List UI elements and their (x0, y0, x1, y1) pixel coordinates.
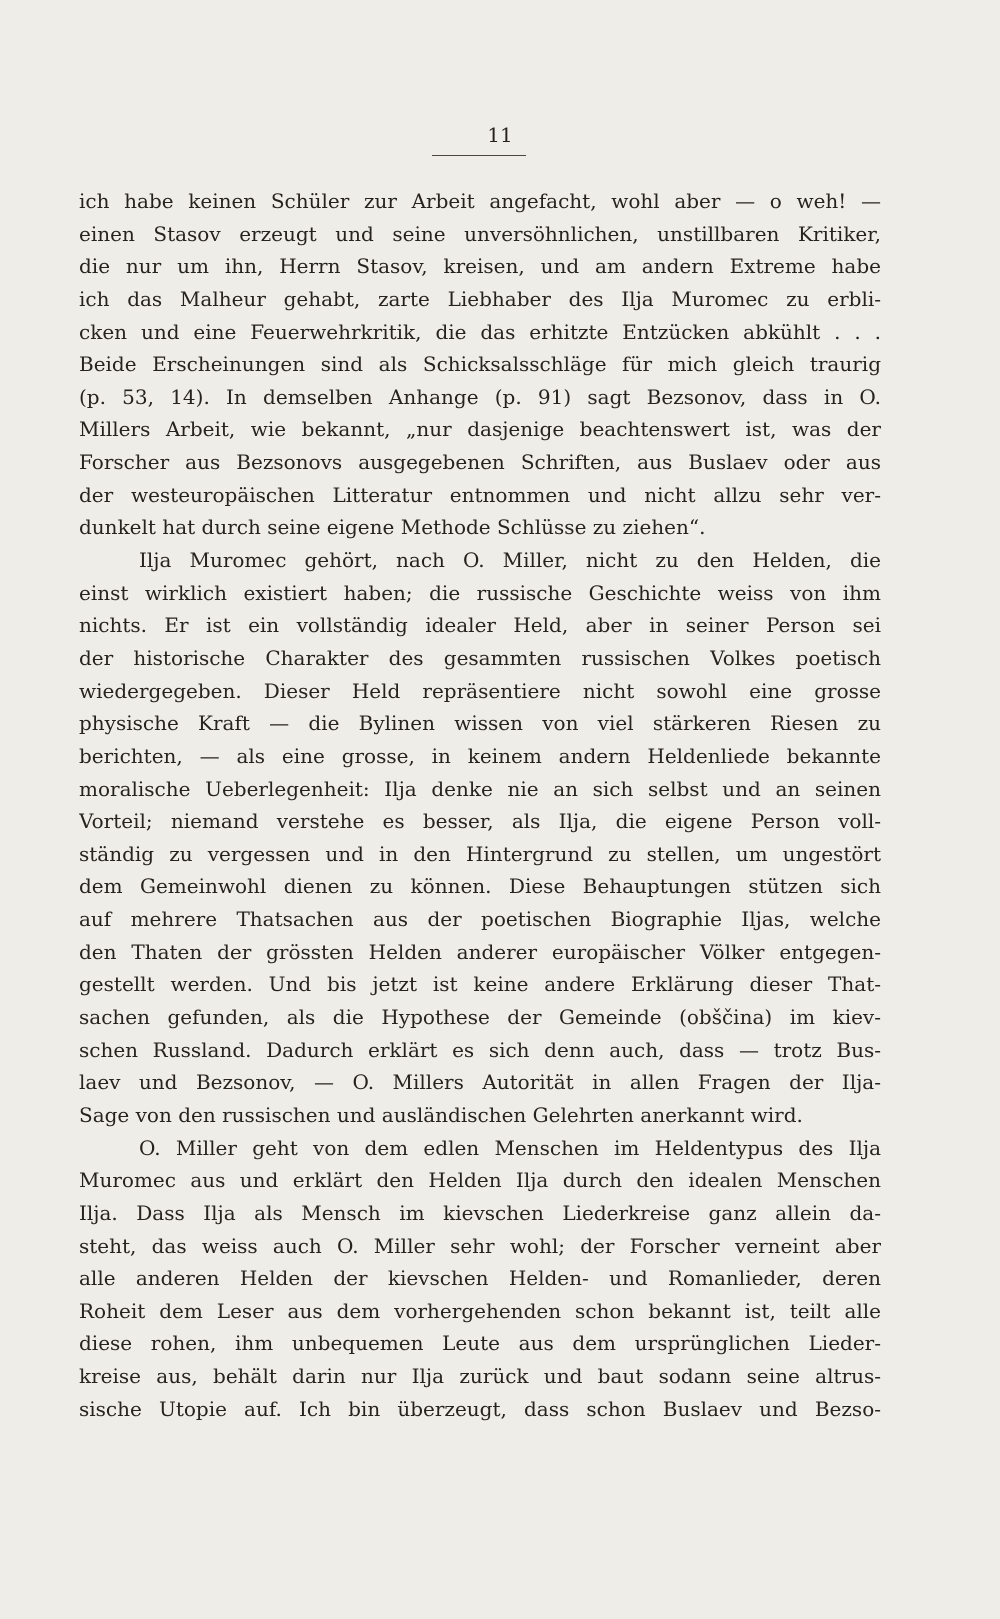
text-line: Millers Arbeit, wie bekannt, „nur dasjenige beachtenswert ist, was der (79, 417, 881, 442)
paragraph-first-line: Ilja Muromec gehört, nach O. Miller, nicht zu den Helden, die (139, 548, 881, 573)
text-line: berichten, — als eine grosse, in keinem andern Heldenliede bekannte (79, 743, 881, 768)
text-line: wiedergegeben. Dieser Held repräsentiere nicht sowohl eine grosse (79, 678, 881, 703)
text-line: der westeuropäischen Litteratur entnommen und nicht allzu sehr ver- (79, 482, 881, 507)
text-line: cken und eine Feuerwehrkritik, die das erhitzte Entzücken abkühlt . . . (79, 319, 881, 344)
text-line: einen Stasov erzeugt und seine unversöhnlichen, unstillbaren Kritiker, (79, 221, 881, 246)
text-line: steht, das weiss auch O. Miller sehr wohl; der Forscher verneint aber (79, 1233, 881, 1258)
body-text (79, 185, 881, 1425)
text-line: dunkelt hat durch seine eigene Methode Schlüsse zu ziehen“. (79, 515, 706, 540)
text-line: Muromec aus und erklärt den Helden Ilja durch den idealen Menschen (79, 1168, 881, 1193)
text-line: laev und Bezsonov, — O. Millers Autorität in allen Fragen der Ilja- (79, 1070, 881, 1095)
text-line: Beide Erscheinungen sind als Schicksalsschläge für mich gleich traurig (79, 352, 881, 377)
text-line: die nur um ihn, Herrn Stasov, kreisen, und am andern Extreme habe (79, 254, 881, 279)
text-line: schen Russland. Dadurch erklärt es sich denn auch, dass — trotz Bus- (79, 1037, 881, 1062)
text-line: ich habe keinen Schüler zur Arbeit angefacht, wohl aber — o weh! — (79, 189, 881, 213)
text-line: der historische Charakter des gesammten russischen Volkes poetisch (79, 645, 881, 670)
text-line: physische Kraft — die Bylinen wissen von viel stärkeren Riesen zu (79, 711, 881, 736)
text-line: sische Utopie auf. Ich bin überzeugt, dass schon Buslaev und Bezso- (79, 1396, 881, 1421)
paragraph-first-line: O. Miller geht von dem edlen Menschen im Heldentypus des Ilja (139, 1135, 881, 1160)
text-line: gestellt werden. Und bis jetzt ist keine andere Erklärung dieser That- (79, 972, 881, 997)
text-line: auf mehrere Thatsachen aus der poetischen Biographie Iljas, welche (79, 907, 881, 932)
text-line: ständig zu vergessen und in den Hintergrund zu stellen, um ungestört (79, 841, 881, 866)
text-line: diese rohen, ihm unbequemen Leute aus dem ursprünglichen Lieder- (79, 1331, 881, 1356)
text-line: alle anderen Helden der kievschen Helden- und Romanlieder, deren (79, 1266, 881, 1291)
text-line: Vorteil; niemand verstehe es besser, als Ilja, die eigene Person voll- (79, 809, 881, 834)
text-line: kreise aus, behält darin nur Ilja zurück und baut sodann seine altrus- (79, 1364, 881, 1389)
text-line: Roheit dem Leser aus dem vorhergehenden schon bekannt ist, teilt alle (79, 1298, 881, 1323)
page-number-rule (432, 155, 526, 156)
text-line: den Thaten der grössten Helden anderer europäischer Völker entgegen- (79, 939, 881, 964)
text-line: Ilja. Dass Ilja als Mensch im kievschen Liederkreise ganz allein da- (79, 1200, 881, 1225)
text-line: ich das Malheur gehabt, zarte Liebhaber des Ilja Muromec zu erbli- (79, 286, 881, 311)
text-line: einst wirklich existiert haben; die russische Geschichte weiss von ihm (79, 580, 881, 605)
text-line: nichts. Er ist ein vollständig idealer Held, aber in seiner Person sei (79, 613, 881, 638)
text-line: dem Gemeinwohl dienen zu können. Diese Behauptungen stützen sich (79, 874, 881, 899)
text-line: moralische Ueberlegenheit: Ilja denke nie an sich selbst und an seinen (79, 776, 881, 801)
text-line: Forscher aus Bezsonovs ausgegebenen Schriften, aus Buslaev oder aus (79, 450, 881, 475)
text-line: Sage von den russischen und ausländischen Gelehrten anerkannt wird. (79, 1102, 803, 1127)
page-number: 11 (487, 123, 513, 147)
text-line: (p. 53, 14). In demselben Anhange (p. 91) sagt Bezsonov, dass in O. (79, 384, 881, 409)
text-line: sachen gefunden, als die Hypothese der Gemeinde (obščina) im kiev- (79, 1005, 881, 1030)
